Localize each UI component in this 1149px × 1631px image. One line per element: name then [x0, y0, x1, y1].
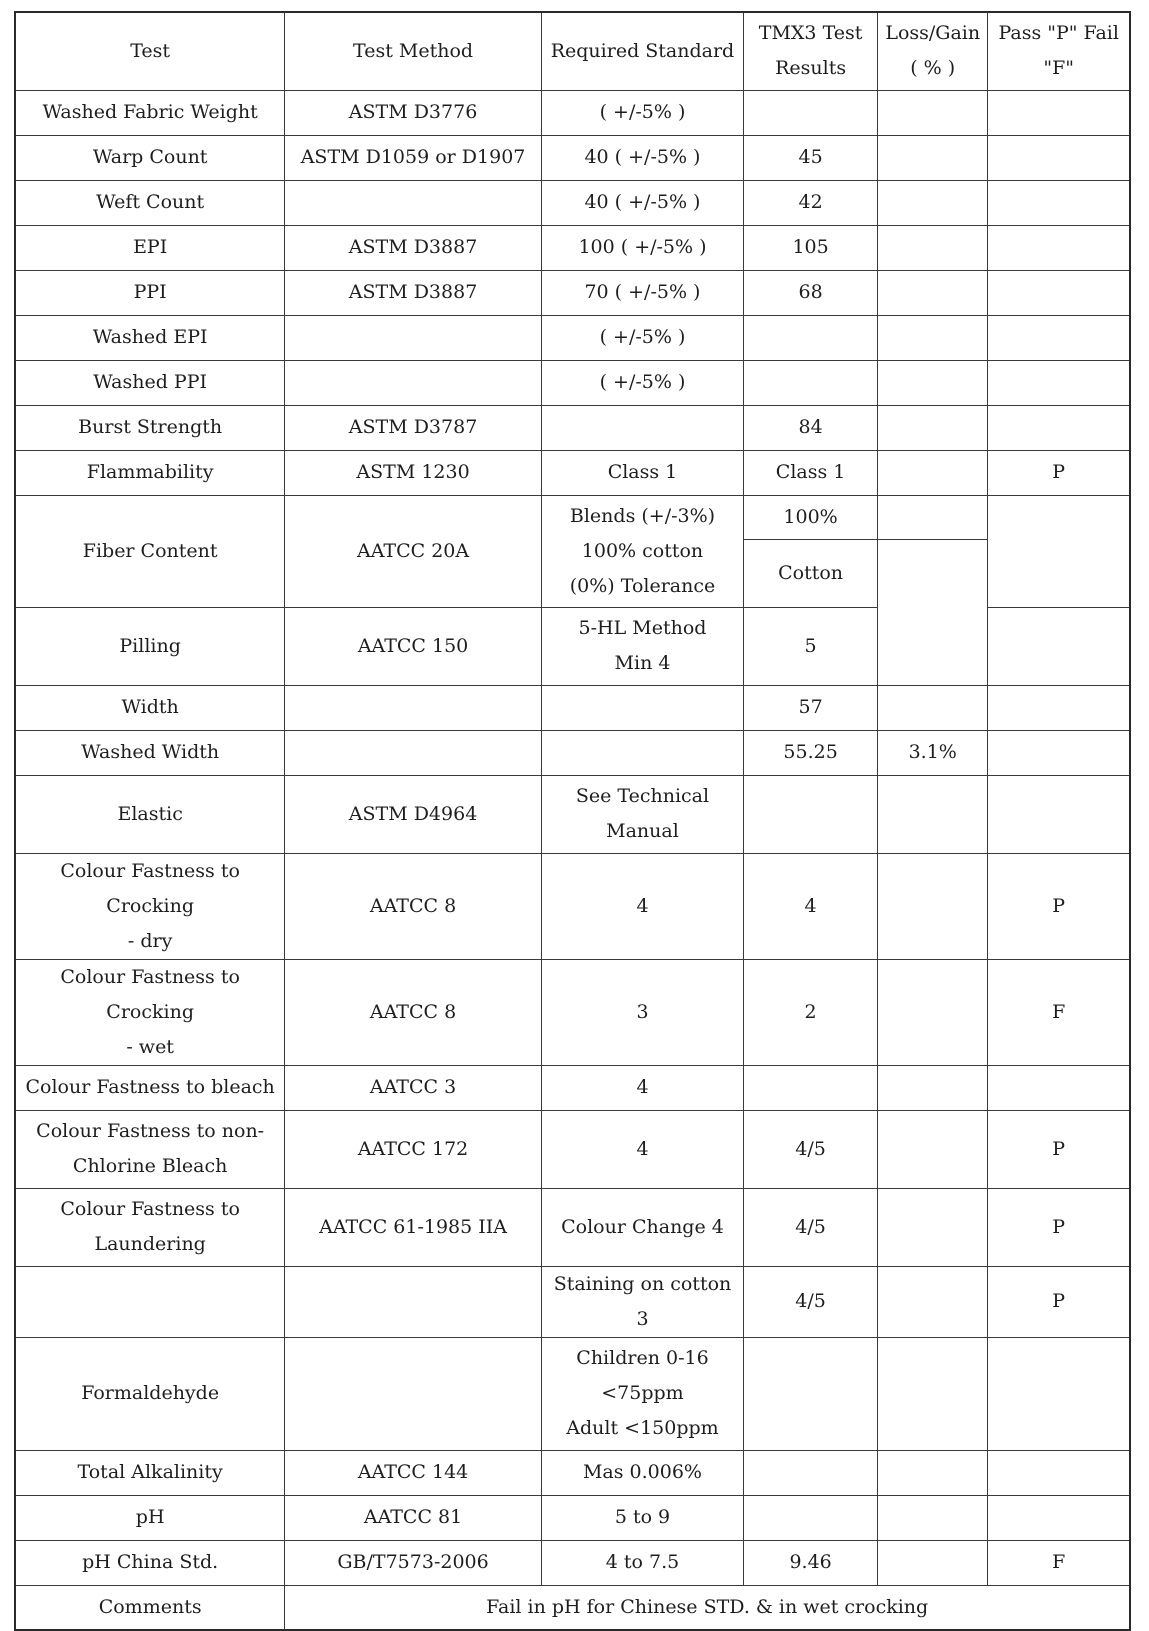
- pass-fail-cell: [988, 495, 1130, 607]
- loss-gain-cell: [878, 180, 988, 225]
- test-result-cell: 2: [744, 959, 878, 1065]
- test-name-cell: Fiber Content: [15, 495, 285, 607]
- test-result-cell: 5: [744, 607, 878, 685]
- test-result-cell: 4: [744, 853, 878, 959]
- required-standard-cell: ( +/-5% ): [541, 90, 743, 135]
- loss-gain-cell: [878, 1065, 988, 1110]
- loss-gain-cell: [878, 1450, 988, 1495]
- pass-fail-cell: [988, 180, 1130, 225]
- test-result-cell: [744, 775, 878, 853]
- test-result-cell: 105: [744, 225, 878, 270]
- required-standard-cell: 100 ( +/-5% ): [541, 225, 743, 270]
- pass-fail-cell: P: [988, 1266, 1130, 1337]
- table-row: [15, 1110, 1130, 1188]
- test-result-cell: 42: [744, 180, 878, 225]
- required-standard-cell: Staining on cotton 3: [541, 1266, 743, 1337]
- loss-gain-cell: [878, 1266, 988, 1337]
- test-result-cell: [744, 315, 878, 360]
- test-method-cell: [285, 180, 542, 225]
- loss-gain-cell: [878, 775, 988, 853]
- pass-fail-cell: [988, 1450, 1130, 1495]
- loss-gain-cell: [878, 360, 988, 405]
- table-row: [15, 685, 1130, 730]
- test-result-cell: Cotton: [744, 539, 878, 607]
- test-name-cell: Colour Fastness to bleach: [15, 1065, 285, 1110]
- table-row: [15, 1188, 1130, 1266]
- test-method-cell: AATCC 3: [285, 1065, 542, 1110]
- test-name-cell: Flammability: [15, 450, 285, 495]
- loss-gain-cell: [878, 135, 988, 180]
- loss-gain-cell: [878, 1540, 988, 1585]
- required-standard-cell: 40 ( +/-5% ): [541, 180, 743, 225]
- loss-gain-cell: [878, 495, 988, 539]
- pass-fail-cell: [988, 1495, 1130, 1540]
- loss-gain-cell: [878, 315, 988, 360]
- pass-fail-cell: [988, 607, 1130, 685]
- test-name-cell: Total Alkalinity: [15, 1450, 285, 1495]
- pass-fail-cell: P: [988, 1188, 1130, 1266]
- table-row: [15, 730, 1130, 775]
- required-standard-cell: ( +/-5% ): [541, 315, 743, 360]
- loss-gain-cell: [878, 539, 988, 685]
- header-required-standard: Required Standard: [541, 12, 743, 90]
- test-name-cell: Washed EPI: [15, 315, 285, 360]
- header-test-results: TMX3 Test Results: [744, 12, 878, 90]
- pass-fail-cell: F: [988, 959, 1130, 1065]
- test-report-table: [14, 11, 1131, 1631]
- loss-gain-cell: [878, 959, 988, 1065]
- test-name-cell: Washed Width: [15, 730, 285, 775]
- required-standard-cell: Mas 0.006%: [541, 1450, 743, 1495]
- required-standard-cell: 3: [541, 959, 743, 1065]
- comments-text: Fail in pH for Chinese STD. & in wet crocking: [285, 1585, 1130, 1630]
- pass-fail-cell: [988, 315, 1130, 360]
- test-method-cell: [285, 360, 542, 405]
- test-name-cell: Washed PPI: [15, 360, 285, 405]
- table-row: [15, 1266, 1130, 1337]
- header-pass-fail: Pass "P" Fail "F": [988, 12, 1130, 90]
- table-row-fiber-content: [15, 495, 1130, 539]
- required-standard-cell: Class 1: [541, 450, 743, 495]
- test-result-cell: [744, 360, 878, 405]
- table-row: [15, 315, 1130, 360]
- pass-fail-cell: [988, 1337, 1130, 1450]
- test-method-cell: AATCC 8: [285, 853, 542, 959]
- pass-fail-cell: [988, 730, 1130, 775]
- table-row: [15, 360, 1130, 405]
- pass-fail-cell: P: [988, 853, 1130, 959]
- test-name-cell: Colour Fastness to Crocking - wet: [15, 959, 285, 1065]
- test-result-cell: 57: [744, 685, 878, 730]
- loss-gain-cell: [878, 270, 988, 315]
- test-name-cell: [15, 1266, 285, 1337]
- test-method-cell: ASTM D3887: [285, 225, 542, 270]
- test-result-cell: [744, 1450, 878, 1495]
- table-row: [15, 1065, 1130, 1110]
- test-method-cell: ASTM D3787: [285, 405, 542, 450]
- loss-gain-cell: 3.1%: [878, 730, 988, 775]
- header-test-method: Test Method: [285, 12, 542, 90]
- table-row: [15, 450, 1130, 495]
- test-result-cell: [744, 1337, 878, 1450]
- required-standard-cell: Children 0-16 <75ppm Adult <150ppm: [541, 1337, 743, 1450]
- test-result-cell: 4/5: [744, 1188, 878, 1266]
- header-loss-gain: Loss/Gain ( % ): [878, 12, 988, 90]
- table-row: [15, 225, 1130, 270]
- loss-gain-cell: [878, 450, 988, 495]
- table-row: [15, 90, 1130, 135]
- table-row: [15, 959, 1130, 1065]
- required-standard-cell: [541, 730, 743, 775]
- table-row: [15, 1450, 1130, 1495]
- loss-gain-cell: [878, 1110, 988, 1188]
- header-row: [15, 12, 1130, 90]
- pass-fail-cell: [988, 360, 1130, 405]
- required-standard-cell: 4: [541, 853, 743, 959]
- table-row: [15, 775, 1130, 853]
- table-row: [15, 1540, 1130, 1585]
- test-result-cell: 45: [744, 135, 878, 180]
- test-name-cell: Colour Fastness to non- Chlorine Bleach: [15, 1110, 285, 1188]
- test-method-cell: AATCC 81: [285, 1495, 542, 1540]
- required-standard-cell: See Technical Manual: [541, 775, 743, 853]
- pass-fail-cell: [988, 405, 1130, 450]
- test-method-cell: [285, 685, 542, 730]
- test-method-cell: [285, 730, 542, 775]
- test-name-cell: Elastic: [15, 775, 285, 853]
- loss-gain-cell: [878, 90, 988, 135]
- pass-fail-cell: [988, 270, 1130, 315]
- loss-gain-cell: [878, 685, 988, 730]
- test-result-cell: [744, 90, 878, 135]
- required-standard-cell: [541, 685, 743, 730]
- pass-fail-cell: P: [988, 1110, 1130, 1188]
- required-standard-cell: 4 to 7.5: [541, 1540, 743, 1585]
- pass-fail-cell: F: [988, 1540, 1130, 1585]
- table-row-comments: [15, 1585, 1130, 1630]
- test-method-cell: AATCC 61-1985 IIA: [285, 1188, 542, 1266]
- test-name-cell: EPI: [15, 225, 285, 270]
- test-method-cell: ASTM D3776: [285, 90, 542, 135]
- table-row: [15, 853, 1130, 959]
- test-result-cell: 68: [744, 270, 878, 315]
- pass-fail-cell: P: [988, 450, 1130, 495]
- test-method-cell: AATCC 172: [285, 1110, 542, 1188]
- test-name-cell: Burst Strength: [15, 405, 285, 450]
- required-standard-cell: 40 ( +/-5% ): [541, 135, 743, 180]
- table-row: [15, 180, 1130, 225]
- test-result-cell: 9.46: [744, 1540, 878, 1585]
- test-method-cell: AATCC 144: [285, 1450, 542, 1495]
- pass-fail-cell: [988, 775, 1130, 853]
- required-standard-cell: 70 ( +/-5% ): [541, 270, 743, 315]
- loss-gain-cell: [878, 225, 988, 270]
- required-standard-cell: 5 to 9: [541, 1495, 743, 1540]
- test-method-cell: ASTM D4964: [285, 775, 542, 853]
- pass-fail-cell: [988, 1065, 1130, 1110]
- test-result-cell: 100%: [744, 495, 878, 539]
- test-result-cell: 84: [744, 405, 878, 450]
- required-standard-cell: [541, 405, 743, 450]
- pass-fail-cell: [988, 685, 1130, 730]
- test-name-cell: pH China Std.: [15, 1540, 285, 1585]
- test-method-cell: ASTM 1230: [285, 450, 542, 495]
- test-method-cell: AATCC 20A: [285, 495, 542, 607]
- required-standard-cell: 4: [541, 1110, 743, 1188]
- pass-fail-cell: [988, 90, 1130, 135]
- table-row: [15, 405, 1130, 450]
- pass-fail-cell: [988, 225, 1130, 270]
- test-method-cell: [285, 1266, 542, 1337]
- test-method-cell: AATCC 150: [285, 607, 542, 685]
- required-standard-cell: 5-HL Method Min 4: [541, 607, 743, 685]
- test-result-cell: Class 1: [744, 450, 878, 495]
- test-name-cell: Formaldehyde: [15, 1337, 285, 1450]
- required-standard-cell: 4: [541, 1065, 743, 1110]
- loss-gain-cell: [878, 1188, 988, 1266]
- test-result-cell: 4/5: [744, 1110, 878, 1188]
- test-name-cell: Weft Count: [15, 180, 285, 225]
- test-name-cell: Colour Fastness to Crocking - dry: [15, 853, 285, 959]
- table-row: [15, 1337, 1130, 1450]
- comments-label: Comments: [15, 1585, 285, 1630]
- required-standard-cell: ( +/-5% ): [541, 360, 743, 405]
- table-row: [15, 270, 1130, 315]
- test-name-cell: Width: [15, 685, 285, 730]
- loss-gain-cell: [878, 1495, 988, 1540]
- table-row: [15, 135, 1130, 180]
- pass-fail-cell: [988, 135, 1130, 180]
- test-name-cell: Pilling: [15, 607, 285, 685]
- loss-gain-cell: [878, 853, 988, 959]
- test-name-cell: Colour Fastness to Laundering: [15, 1188, 285, 1266]
- test-method-cell: GB/T7573-2006: [285, 1540, 542, 1585]
- test-result-cell: 55.25: [744, 730, 878, 775]
- test-method-cell: ASTM D3887: [285, 270, 542, 315]
- test-result-cell: 4/5: [744, 1266, 878, 1337]
- required-standard-cell: Colour Change 4: [541, 1188, 743, 1266]
- test-method-cell: [285, 1337, 542, 1450]
- test-result-cell: [744, 1495, 878, 1540]
- test-method-cell: AATCC 8: [285, 959, 542, 1065]
- test-name-cell: PPI: [15, 270, 285, 315]
- test-name-cell: pH: [15, 1495, 285, 1540]
- header-test: Test: [15, 12, 285, 90]
- test-name-cell: Washed Fabric Weight: [15, 90, 285, 135]
- test-result-cell: [744, 1065, 878, 1110]
- loss-gain-cell: [878, 405, 988, 450]
- table-row: [15, 1495, 1130, 1540]
- test-method-cell: [285, 315, 542, 360]
- required-standard-cell: Blends (+/-3%) 100% cotton (0%) Tolerance: [541, 495, 743, 607]
- test-name-cell: Warp Count: [15, 135, 285, 180]
- loss-gain-cell: [878, 1337, 988, 1450]
- test-method-cell: ASTM D1059 or D1907: [285, 135, 542, 180]
